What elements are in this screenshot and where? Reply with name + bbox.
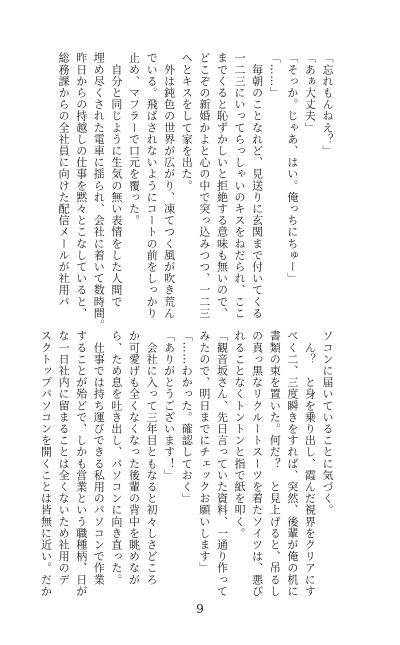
text-line: 会社に入って三年目ともなると初々しさどころ	[145, 330, 159, 586]
text-block-lower	[39, 330, 336, 597]
text-line: べく二、三度瞬きをすれば、突然、後輩が俺の机に	[285, 330, 299, 597]
text-line: みたので、明日までにチェックお願いします」	[197, 330, 211, 574]
text-line: どこぞの新婚かよと心の中で突っ込みつつ、一二三	[197, 52, 211, 319]
text-line: ソコンに届いていることに気づく。	[321, 330, 334, 516]
text-line: 埋め尽くされた電車に揺られ、会社に着いて数時間。	[92, 52, 106, 331]
text-line: な一日社内に留まることは全くないため社用のデ	[57, 330, 71, 586]
text-line: 自分と同じように生気の無い表情をした人間で	[109, 52, 123, 308]
text-line: ら、ため息を吐き出し、パソコンに向き直った。	[109, 330, 123, 586]
text-line: 外は鈍色の世界が広がり、凍てつく風が吹き荒ん	[162, 52, 176, 319]
text-block-upper	[57, 52, 336, 331]
text-line: の真っ黒なリクルートスーツを着たソイツは、悪び	[250, 330, 264, 597]
text-line: れることなくトントンと指で紙を叩く。	[233, 330, 247, 539]
text-line: 「あぁ大丈夫」	[303, 52, 317, 134]
text-line: 止め、マフラーで口元を覆った。	[127, 52, 141, 226]
text-line: 「……」	[268, 52, 282, 99]
text-line: 総務課からの全社員に向けた配信メールが社用パ	[57, 52, 71, 308]
text-line: 毎朝のことなれど、見送りに玄関まで付いてくる	[250, 52, 264, 319]
text-line: 「観音坂さん、先日言っていた資料、一通り作って	[215, 330, 229, 597]
text-line: へとキスをして家を出た。	[180, 52, 194, 192]
text-line: することが殆どで、しかも営業という職種柄、日が	[74, 330, 88, 597]
text-line: までくると恥ずかしいと拒絶する意味も無いので、	[215, 52, 229, 319]
text-line: スクトップパソコンを開くことは皆無に近い。だか	[39, 330, 53, 597]
page-number: 9	[196, 602, 204, 616]
text-line: 仕事では持ち運びできる私用のパソコンで作業	[92, 330, 106, 586]
text-line: 一二三にいってらっしゃいのキスをねだられ、ここ	[233, 52, 247, 319]
text-line: 昨日からの持越しの仕事を黙々とこなしていると、	[74, 52, 88, 319]
text-line: ん？ と身を乗り出し、霞んだ視界をクリアにす	[303, 330, 317, 597]
text-line: 「忘れもんねえ？」	[321, 52, 334, 157]
text-line: 「そっか。じゃあ、はい。俺っちにちゅー」	[285, 52, 299, 284]
text-line: 「ありがとうございます！」	[162, 330, 176, 481]
text-line: 「……わかった。確認しておく」	[180, 330, 194, 504]
text-line: でいる。飛ばされないようにコートの前をしっかり	[145, 52, 159, 319]
text-line: か可愛げも全くなくなった後輩の背中を眺めなが	[127, 330, 141, 586]
text-line: 書類の束を置いた。何だ？ と見上げると、吊るし	[268, 330, 282, 597]
